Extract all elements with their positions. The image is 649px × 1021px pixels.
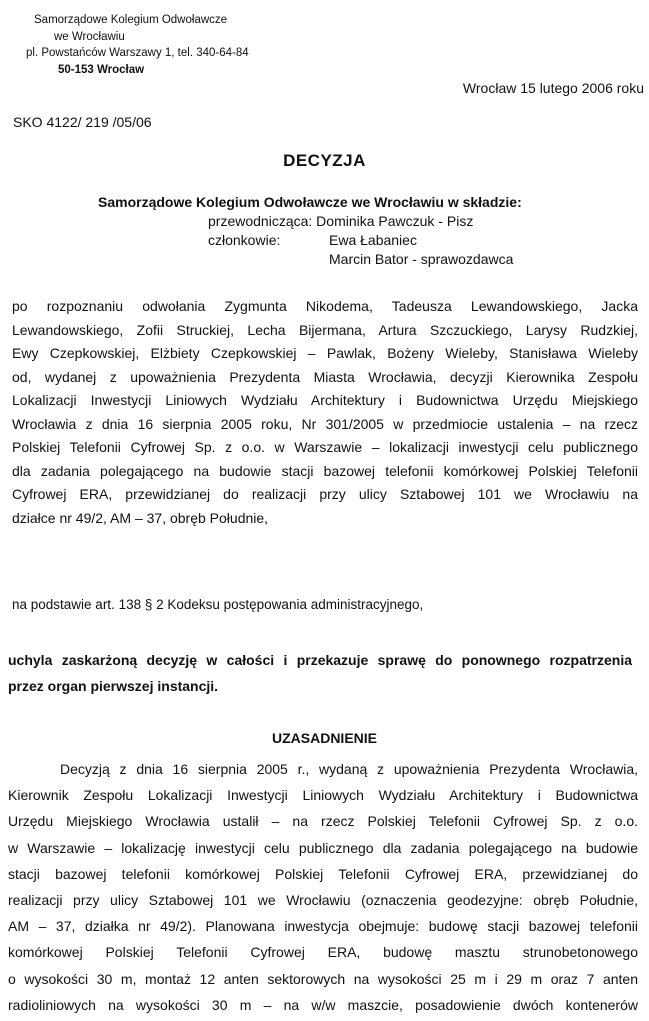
paragraph-line: działce nr 49/2, AM – 37, obręb Południe, — [12, 509, 269, 526]
paragraph-line: od, wydanej z upoważnienia Prezydenta Miasta Wrocławia, decyzji Kierownika Zespołu — [12, 368, 638, 385]
letterhead-institution: Samorządowe Kolegium Odwoławcze — [34, 14, 228, 26]
justification-line: realizacji przy ulicy Sztabowej 101 we Wrocławiu (oznaczenia geodezyjne: obręb Południe, — [8, 892, 638, 909]
member-name: Ewa Łabaniec — [329, 232, 417, 248]
justification-line: o wysokości 30 m, montaż 12 anten sektorowych na wysokości 25 m i 29 m oraz 7 anten — [8, 970, 638, 987]
justification-paragraph — [8, 756, 638, 1018]
paragraph-line: dla zadania polegającego na budowie stacji bazowej telefonii komórkowej Polskiej Telefonii — [12, 462, 638, 479]
letterhead-address: pl. Powstańców Warszawy 1, tel. 340-64-84 — [26, 47, 249, 59]
ruling-line: uchyla zaskarżoną decyzję w całości i przekazuje sprawę do ponownego rozpatrzenia — [8, 652, 632, 668]
justification-line: w Warszawie – lokalizację inwestycji celu publicznego dla zadania polegającego na budowie — [8, 839, 638, 856]
justification-line: Urzędu Miejskiego Wrocławia ustalił – na rzecz Polskiej Telefonii Cyfrowej Sp. z o.o. — [8, 813, 638, 830]
member-name: Marcin Bator - sprawozdawca — [329, 251, 514, 267]
paragraph-line: Cyfrowej ERA, przewidzianej do realizacji przy ulicy Sztabowej 101 we Wrocławiu na — [12, 486, 638, 502]
paragraph-line: Wrocławia z dnia 16 sierpnia 2005 roku, Nr 301/2005 w przedmiocie ustalenia – na rzecz — [12, 415, 638, 432]
letterhead-city: we Wrocławiu — [54, 30, 125, 43]
case-reference: SKO 4122/ 219 /05/06 — [13, 114, 152, 130]
paragraph-line: Ewy Czepkowskiej, Elżbiety Czepkowskiej – Pawlak, Bożeny Wieleby, Stanisława Wieleby — [12, 345, 638, 361]
panel-chair-row — [98, 212, 522, 231]
chair-name: Dominika Pawczuk - Pisz — [316, 213, 474, 229]
chair-label: przewodnicząca: — [208, 213, 313, 229]
document-title: DECYZJA — [283, 151, 366, 170]
justification-line: Kierownik Zespołu Lokalizacji Inwestycji Liniowych Wydziału Architektury i Budownictwa — [8, 787, 638, 804]
paragraph-line: po rozpoznaniu odwołania Zygmunta Nikodema, Tadeusza Lewandowskiego, Jacka — [12, 298, 638, 314]
legal-basis: na podstawie art. 138 § 2 Kodeksu postępowania administracyjnego, — [12, 597, 424, 612]
document-date: Wrocław 15 lutego 2006 roku — [462, 80, 644, 96]
resolution-paragraph — [12, 295, 638, 530]
letterhead-postcode: 50-153 Wrocław — [58, 63, 145, 76]
justification-line: Decyzją z dnia 16 sierpnia 2005 r., wydaną z upoważnienia Prezydenta Wrocławia, — [60, 761, 638, 777]
panel-composition — [98, 193, 522, 269]
panel-member-row — [98, 250, 522, 269]
justification-line: radioliniowych na wysokości 30 m – na w/w maszcie, posadowienie dwóch kontenerów — [8, 996, 638, 1013]
panel-members-row — [98, 231, 522, 250]
letterhead — [26, 12, 249, 78]
justification-line: stacji bazowej telefonii komórkowej Polskiej Telefonii Cyfrowej ERA, przewidzianej do — [8, 865, 638, 882]
ruling — [8, 647, 632, 699]
members-label: członkowie: — [208, 232, 281, 248]
paragraph-line: Polskiej Telefonii Cyfrowej Sp. z o.o. w Warszawie – lokalizacji inwestycji celu publicznego — [12, 439, 638, 455]
paragraph-line: Lewandowskiego, Zofii Struckiej, Lecha Bijermana, Artura Szczuckiego, Larysy Rudzkiej, — [12, 321, 638, 338]
justification-line: komórkowej Polskiej Telefonii Cyfrowej ERA, budowę masztu strunobetonowego — [8, 944, 638, 961]
ruling-line: przez organ pierwszej instancji. — [8, 678, 219, 694]
justification-heading: UZASADNIENIE — [271, 730, 377, 746]
panel-heading: Samorządowe Kolegium Odwoławcze we Wrocławiu w składzie: — [98, 194, 522, 210]
justification-line: AM – 37, działka nr 49/2). Planowana inwestycja obejmuje: budowę stacji bazowej telefonii — [8, 918, 638, 935]
paragraph-line: Lokalizacji Inwestycji Liniowych Wydziału Architektury i Budownictwa Urzędu Miejskiego — [12, 392, 638, 408]
